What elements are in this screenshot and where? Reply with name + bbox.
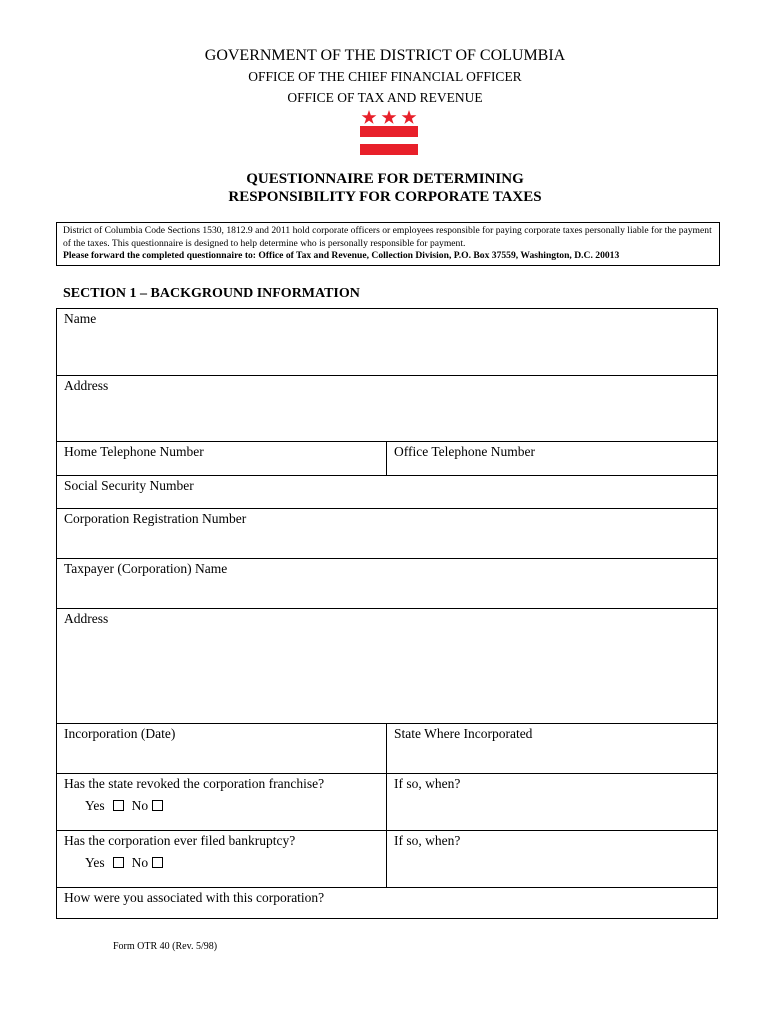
taxpayer-name-field[interactable] — [57, 559, 717, 609]
incorporation-row — [57, 724, 717, 774]
notice-mailing-address: Please forward the completed questionnaire to: Office of Tax and Revenue, Collection Division, P.O. Box 37559, Washington, D.C. 20013 — [63, 250, 620, 262]
revoked-yes-label: Yes — [85, 798, 105, 813]
incorporation-date-field[interactable] — [57, 724, 387, 773]
incorporation-state-label: State Where Incorporated — [394, 726, 533, 741]
form-title-line2: RESPONSIBILITY FOR CORPORATE TAXES — [228, 189, 542, 205]
phone-row — [57, 442, 717, 476]
office-phone-label: Office Telephone Number — [394, 444, 536, 459]
header-otr: OFFICE OF TAX AND REVENUE — [287, 90, 483, 105]
section-heading: SECTION 1 – BACKGROUND INFORMATION — [63, 286, 360, 301]
revoked-question: Has the state revoked the corporation franchise? — [64, 776, 325, 791]
revoked-no-checkbox[interactable] — [152, 800, 163, 811]
bankruptcy-row — [57, 831, 717, 888]
taxpayer-name-label: Taxpayer (Corporation) Name — [64, 561, 228, 576]
name-label: Name — [64, 311, 97, 326]
corp-address-label: Address — [64, 611, 109, 626]
corp-address-field[interactable] — [57, 609, 717, 724]
corp-registration-label: Corporation Registration Number — [64, 511, 247, 526]
bankruptcy-yes-checkbox[interactable] — [113, 857, 124, 868]
office-phone-field[interactable] — [387, 442, 717, 475]
revoked-no-label: No — [131, 798, 149, 813]
bankruptcy-when-field[interactable] — [387, 831, 717, 887]
form-number: Form OTR 40 (Rev. 5/98) — [113, 941, 218, 952]
notice-text: District of Columbia Code Sections 1530, 1812.9 and 2011 hold corporate officers or employees responsible for paying corporate taxes personally liable for the payment of the taxes. This questionnaire is designed to help determine who is personally responsible for payment. — [63, 225, 712, 249]
bankruptcy-when-label: If so, when? — [394, 833, 461, 848]
bankruptcy-yes-label: Yes — [85, 855, 105, 870]
incorporation-date-label: Incorporation (Date) — [64, 726, 176, 741]
bankruptcy-no-label: No — [131, 855, 149, 870]
background-form — [56, 308, 718, 919]
bankruptcy-no-checkbox[interactable] — [152, 857, 163, 868]
home-phone-label: Home Telephone Number — [64, 444, 204, 459]
revoked-when-label: If so, when? — [394, 776, 461, 791]
dc-flag-icon — [360, 108, 418, 156]
ssn-field[interactable] — [57, 476, 717, 509]
revoked-when-field[interactable] — [387, 774, 717, 830]
ssn-label: Social Security Number — [64, 478, 194, 493]
corp-registration-field[interactable] — [57, 509, 717, 559]
revoked-yes-checkbox[interactable] — [113, 800, 124, 811]
address-label: Address — [64, 378, 109, 393]
association-field[interactable] — [57, 888, 717, 919]
header-government: GOVERNMENT OF THE DISTRICT OF COLUMBIA — [204, 47, 566, 64]
name-field[interactable] — [57, 309, 717, 376]
bankruptcy-question: Has the corporation ever filed bankruptcy? — [64, 833, 296, 848]
address-field[interactable] — [57, 376, 717, 442]
header-cfo: OFFICE OF THE CHIEF FINANCIAL OFFICER — [248, 69, 522, 84]
notice-box — [56, 222, 720, 266]
revoked-row — [57, 774, 717, 831]
form-title-line1: QUESTIONNAIRE FOR DETERMINING — [246, 171, 524, 187]
association-label: How were you associated with this corporation? — [64, 890, 325, 905]
home-phone-field[interactable] — [57, 442, 387, 475]
incorporation-state-field[interactable] — [387, 724, 717, 773]
